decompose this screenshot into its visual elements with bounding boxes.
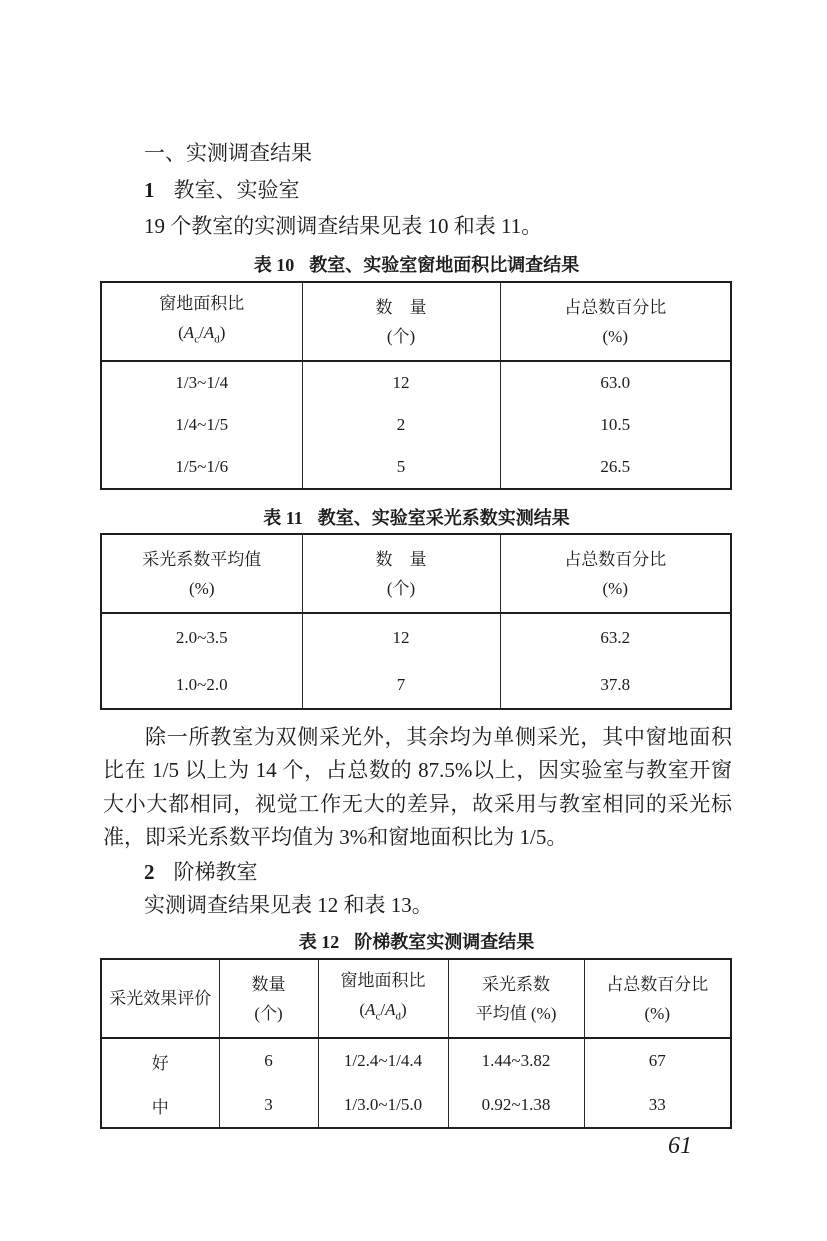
table11-col1-header	[101, 534, 302, 613]
header-line: 数量	[251, 974, 286, 994]
header-line: (个)	[386, 578, 416, 598]
header-line: (%)	[602, 326, 628, 346]
subsection-2	[144, 855, 258, 889]
intro-text-1: 19 个教室的实测调查结果见表 10 和表 11。	[144, 214, 543, 238]
subsection-1-title: 教室、实验室	[173, 178, 300, 202]
table-cell: 1/5~1/6	[175, 457, 229, 476]
table-cell: 7	[302, 661, 500, 709]
table-row	[101, 1038, 731, 1083]
subsection-1-number: 1	[144, 178, 155, 202]
table-cell: 1.44~3.82	[448, 1038, 584, 1083]
intro-text-2: 实测调查结果见表 12 和表 13。	[144, 893, 433, 917]
subsection-1	[144, 173, 300, 207]
table-cell: 1/4~1/5	[175, 415, 229, 434]
table-cell: 63.2	[500, 613, 731, 661]
table10-caption	[103, 252, 730, 278]
table-cell: 中	[151, 1097, 169, 1117]
header-line: 占总数百分比	[606, 974, 709, 994]
header-line: 占总数百分比	[564, 549, 667, 569]
table-row	[101, 613, 731, 661]
table12-header-row	[101, 959, 731, 1038]
header-line: 数 量	[375, 549, 427, 569]
table-cell: 2.0~3.5	[175, 627, 228, 647]
table12-caption-label: 表 12	[298, 932, 340, 952]
table-cell: 33	[584, 1083, 731, 1128]
table-row	[101, 661, 731, 709]
header-line: 采光系数	[482, 974, 550, 994]
header-line: 占总数百分比	[564, 297, 667, 317]
table11-caption-title: 教室、实验室采光系数实测结果	[317, 508, 570, 528]
body-paragraph: 除一所教室为双侧采光外，其余均为单侧采光，其中窗地面积比在 1/5 以上为 14 个，占总数的 87.5%以上，因实验室与教室开窗大小大都相同，视觉工作无大的差异，故采用与教室相同的采光标准，即采光系数平均值为 3%和窗地面积比为 1/5。	[103, 725, 732, 850]
table-cell: 2	[302, 404, 500, 446]
table10-header-row	[101, 282, 731, 361]
table-cell: 3	[219, 1083, 318, 1128]
header-line: (%)	[602, 578, 628, 598]
header-line: 采光效果评价	[109, 989, 212, 1008]
table12-col1-header	[101, 959, 219, 1038]
table-cell: 好	[151, 1053, 169, 1073]
table-row	[101, 1083, 731, 1128]
table12	[100, 958, 732, 1129]
table-cell: 10.5	[500, 404, 731, 446]
table11-header-row	[101, 534, 731, 613]
table10-caption-label: 表 10	[253, 255, 295, 275]
table-cell: 6	[219, 1038, 318, 1083]
table10-col3-header	[500, 282, 731, 361]
subsection-2-title: 阶梯教室	[173, 860, 258, 884]
table11-col2-header	[302, 534, 500, 613]
table12-caption-title: 阶梯教室实测调查结果	[354, 932, 535, 952]
table-row	[101, 446, 731, 489]
table-row	[101, 361, 731, 404]
table11-col3-header	[500, 534, 731, 613]
table11-caption	[103, 505, 730, 531]
table-cell: 5	[302, 446, 500, 489]
section-heading: 一、实测调查结果	[144, 141, 312, 165]
table-cell: 26.5	[500, 446, 731, 489]
table12-col3-header	[318, 959, 448, 1038]
table-cell: 0.92~1.38	[448, 1083, 584, 1128]
table-cell: 12	[302, 613, 500, 661]
acad-formula: $(A_c/A_d)$	[178, 322, 226, 346]
table-cell: 1/3.0~1/5.0	[318, 1083, 448, 1128]
header-line: (个)	[386, 326, 416, 346]
table-cell: 37.8	[500, 661, 731, 709]
header-line: (%)	[644, 1003, 670, 1023]
header-line: 采光系数平均值	[142, 549, 262, 569]
table12-col4-header	[448, 959, 584, 1038]
table12-caption	[103, 929, 730, 955]
table-cell: 12	[302, 361, 500, 404]
page-number: 61	[668, 1133, 692, 1159]
table-cell: 1.0~2.0	[175, 674, 228, 694]
table-cell: 1/3~1/4	[175, 373, 229, 392]
table-cell: 63.0	[500, 361, 731, 404]
header-line: 平均值 (%)	[475, 1003, 557, 1023]
subsection-2-number: 2	[144, 860, 155, 884]
table10-col2-header	[302, 282, 500, 361]
table12-col5-header	[584, 959, 731, 1038]
acad-formula: $(A_c/A_d)$	[359, 999, 407, 1023]
table12-col2-header	[219, 959, 318, 1038]
header-line: 窗地面积比	[340, 970, 426, 990]
table11-caption-label: 表 11	[263, 508, 303, 528]
table10-col1-header	[101, 282, 302, 361]
table10-caption-title: 教室、实验室窗地面积比调查结果	[309, 255, 580, 275]
header-line: 窗地面积比	[159, 293, 245, 313]
table10	[100, 281, 732, 490]
header-line: (%)	[189, 578, 215, 598]
table11	[100, 533, 732, 710]
table-cell: 67	[584, 1038, 731, 1083]
table-row	[101, 404, 731, 446]
header-line: (个)	[254, 1003, 283, 1023]
header-line: 数 量	[375, 297, 427, 317]
table-cell: 1/2.4~1/4.4	[318, 1038, 448, 1083]
